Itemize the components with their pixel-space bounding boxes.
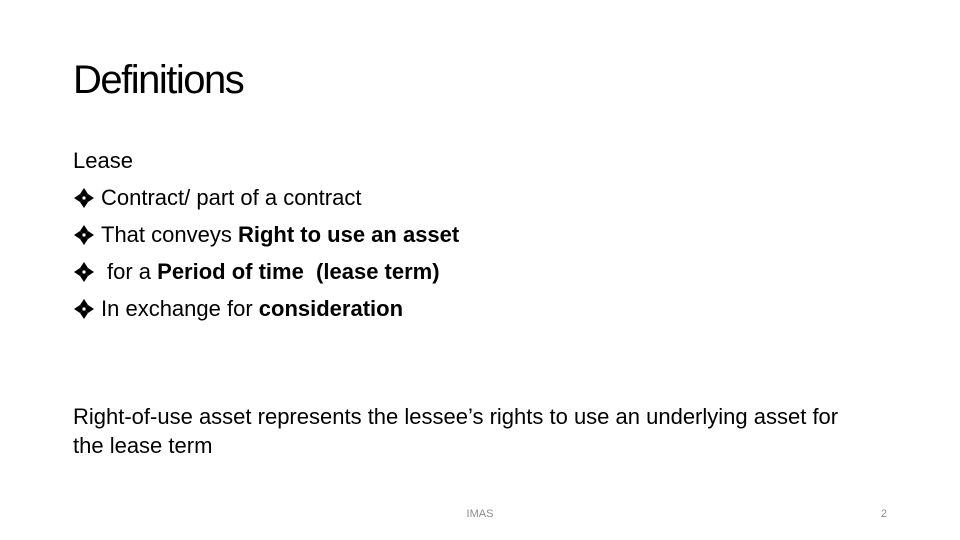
lease-bullet-1 [73,179,459,216]
lease-definition [73,142,459,327]
footer-text: IMAS [466,508,494,520]
diamond-bullet-icon [73,224,95,246]
lease-heading: Lease [73,148,133,173]
diamond-bullet-icon [73,261,95,283]
lease-bullet-4-text: In exchange for [101,296,259,321]
lease-bullet-3-bold: Period of time [157,259,304,284]
slide-number: 2 [880,508,887,520]
lease-bullet-2-text: That conveys [101,222,238,247]
diamond-bullet-icon [73,187,95,209]
slide-title: Definitions [73,58,244,102]
lease-bullet-3-suffix: (lease term) [303,259,440,284]
lease-bullet-3 [73,253,459,290]
lease-bullet-1-text: Contract/ part of a contract [101,185,362,210]
lease-bullet-2-bold: Right to use an asset [237,222,460,247]
lease-bullet-2 [73,216,459,253]
lease-bullet-4 [73,290,459,327]
lease-bullet-4-bold: consideration [258,296,404,321]
diamond-bullet-icon [73,298,95,320]
right-of-use-definition: Right-of-use asset represents the lessee’s rights to use an underlying asset for the lease term [73,404,839,458]
lease-bullet-3-text: for a [107,259,158,284]
